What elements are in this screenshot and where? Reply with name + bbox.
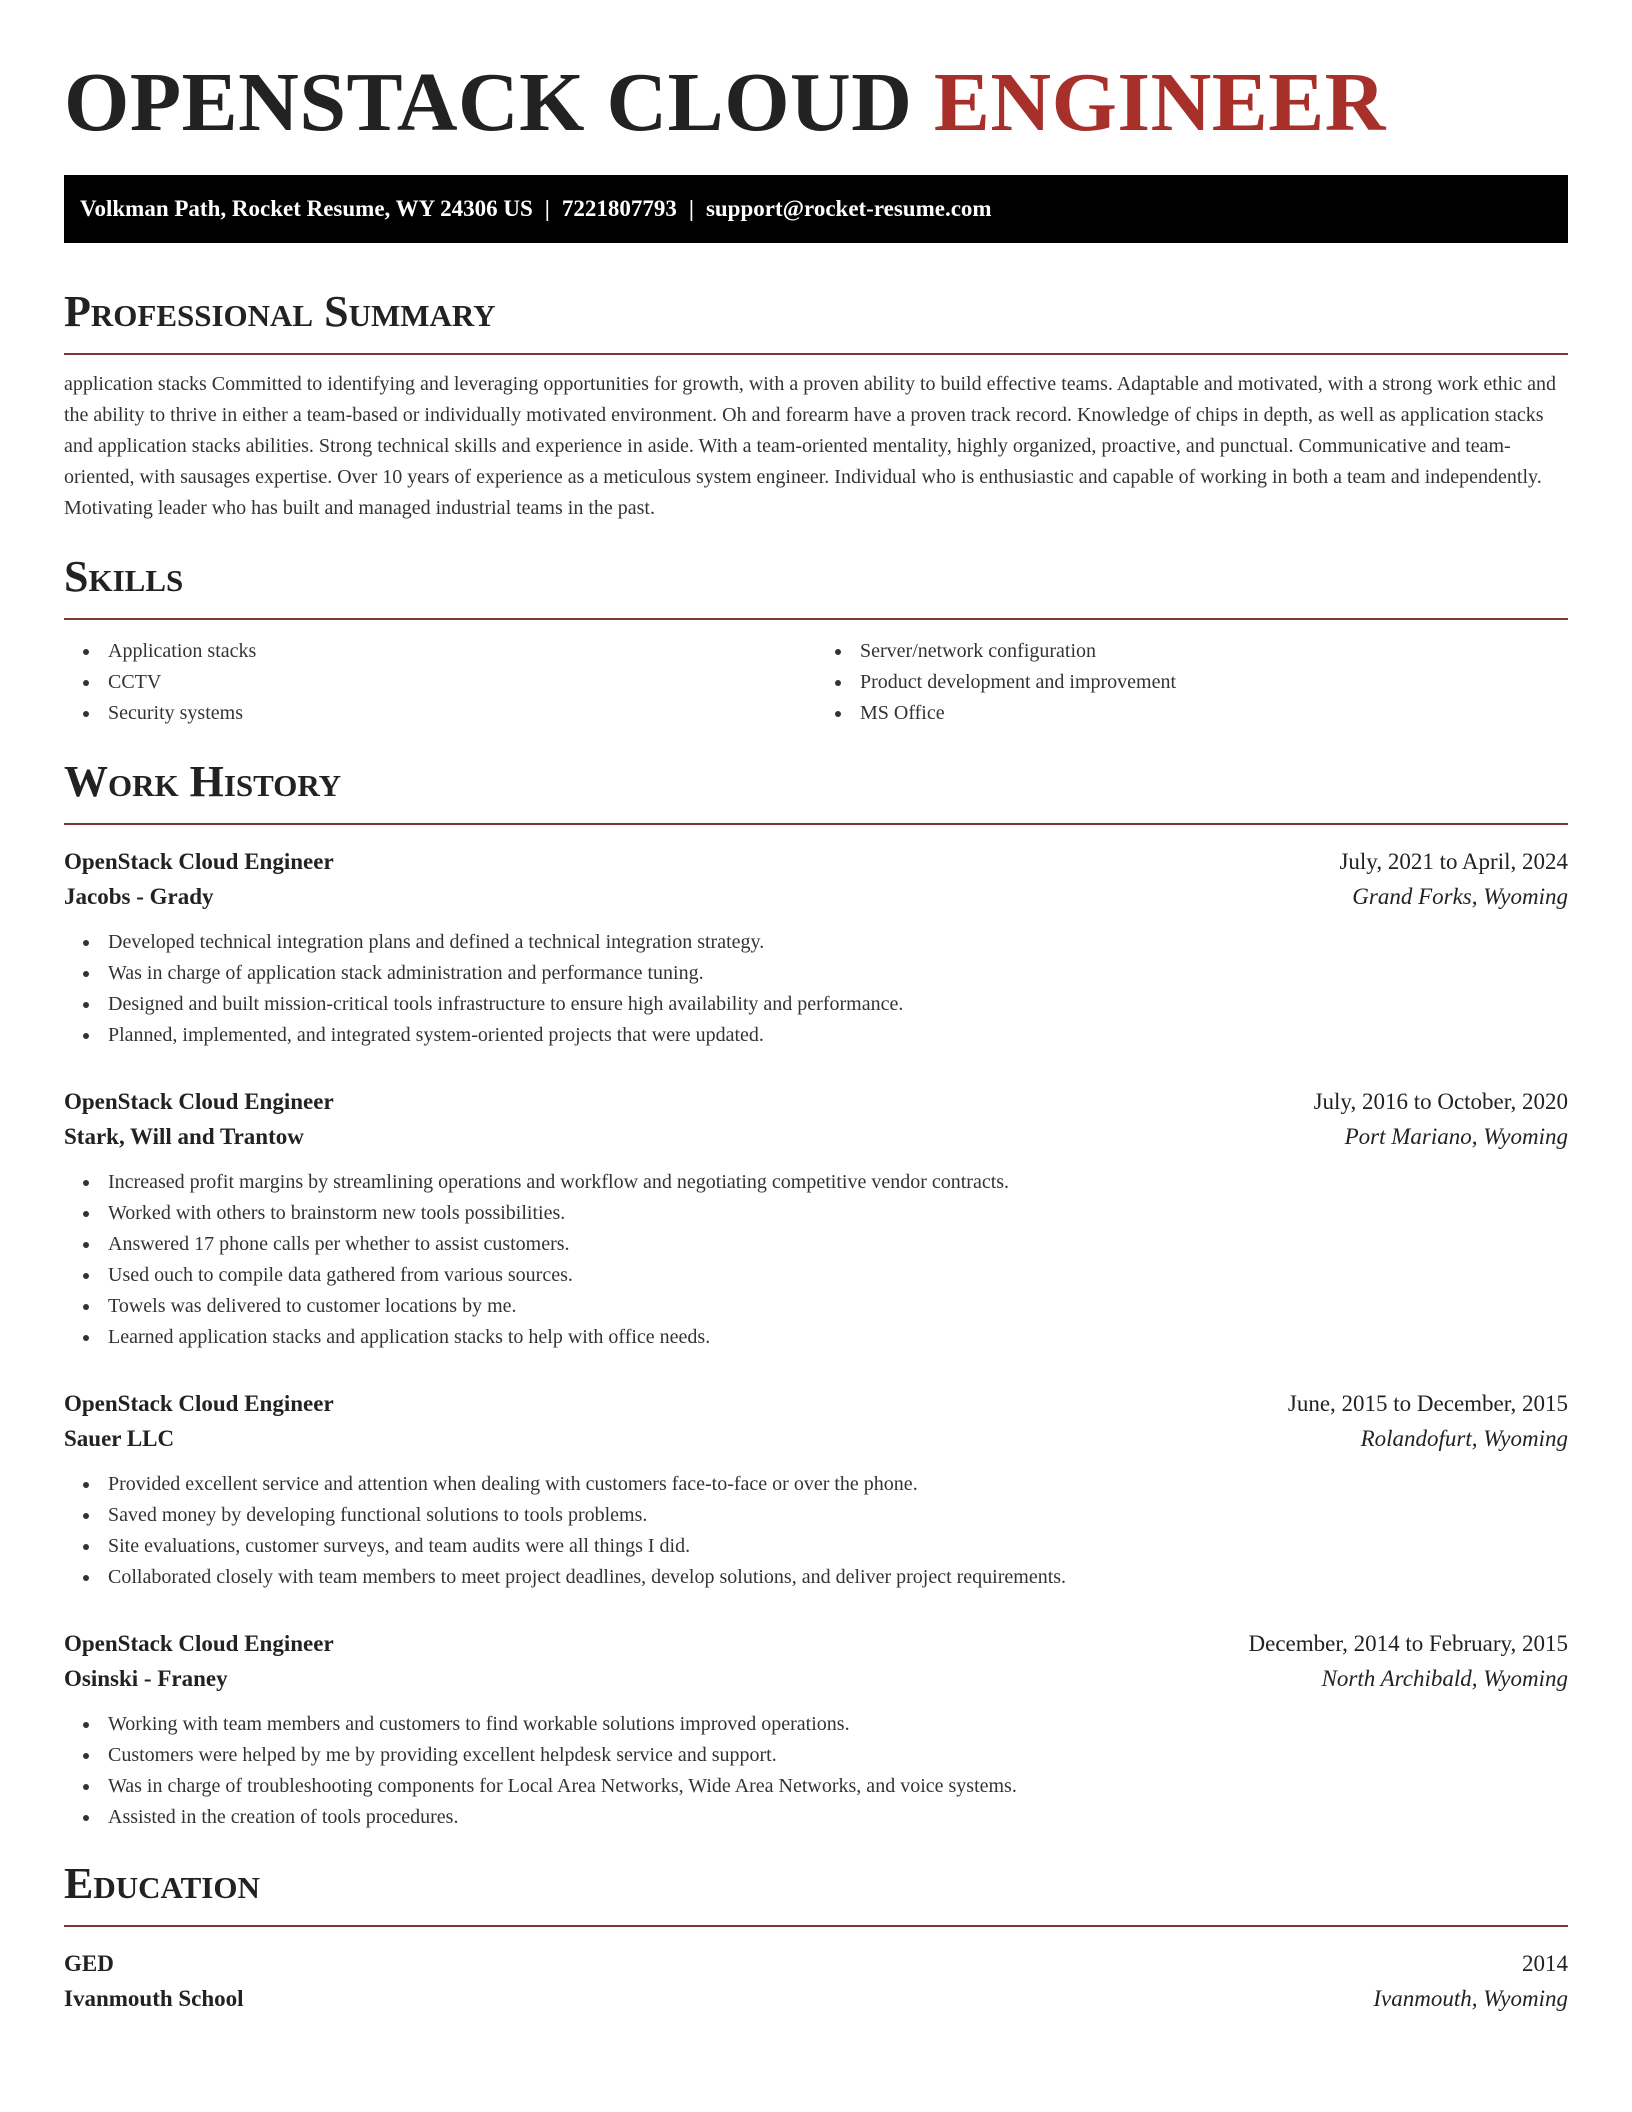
skills-list-right xyxy=(816,636,1568,729)
summary-text: application stacks Committed to identifying and leveraging opportunities for growth, with a proven ability to build effective teams. Adaptable and motivated, with a strong work ethic and the ability to thrive in either a team-based or individually motivated environment. Oh and forearm have a proven track record. Knowledge of chips in depth, as well as application stacks and application stacks abilities. Strong technical skills and experience in aside. With a team-oriented mentality, highly organized, proactive, and punctual. Communicative and team-oriented, with sausages expertise. Over 10 years of experience as a meticulous system engineer. Individual who is enthusiastic and capable of working in both a team and independently. Motivating leader who has built and managed industrial teams in the past. xyxy=(64,373,1557,519)
job-location: North Archibald, Wyoming xyxy=(1321,1666,1568,1691)
work-history-heading: Work History xyxy=(64,757,342,806)
skills-section xyxy=(64,552,1568,729)
job-header-row xyxy=(64,1627,1568,1661)
skills-list-left xyxy=(64,636,816,729)
section-divider xyxy=(64,618,1568,620)
job-employer-row xyxy=(64,1119,1568,1155)
education-heading: Education xyxy=(64,1859,260,1908)
job-duty-item: Customers were helped by me by providing excellent helpdesk service and support. xyxy=(108,1740,1568,1771)
job-dates: July, 2016 to October, 2020 xyxy=(1313,1089,1568,1114)
job-header-row xyxy=(64,1387,1568,1421)
job-duty-item: Developed technical integration plans and defined a technical integration strategy. xyxy=(108,927,1568,958)
name-primary: OPENSTACK CLOUD xyxy=(64,56,913,149)
education-entry xyxy=(64,1947,1568,2017)
resume-name-heading xyxy=(64,0,1568,150)
job-duty-item: Was in charge of application stack administration and performance tuning. xyxy=(108,958,1568,989)
job-dates: July, 2021 to April, 2024 xyxy=(1339,849,1568,874)
contact-separator: | xyxy=(544,196,550,221)
job-duty-item: Planned, implemented, and integrated system-oriented projects that were updated. xyxy=(108,1020,1568,1051)
job-employer: Stark, Will and Trantow xyxy=(64,1124,304,1149)
job-entry xyxy=(64,1627,1568,1833)
job-employer: Sauer LLC xyxy=(64,1426,175,1451)
job-employer: Jacobs - Grady xyxy=(64,884,214,909)
job-duty-item: Designed and built mission-critical tools infrastructure to ensure high availability and performance. xyxy=(108,989,1568,1020)
education-year: 2014 xyxy=(1522,1951,1568,1976)
job-duty-item: Was in charge of troubleshooting components for Local Area Networks, Wide Area Networks, and voice systems. xyxy=(108,1771,1568,1802)
job-duty-item: Worked with others to brainstorm new tools possibilities. xyxy=(108,1198,1568,1229)
job-duty-item: Saved money by developing functional solutions to tools problems. xyxy=(108,1500,1568,1531)
contact-address: Volkman Path, Rocket Resume, WY 24306 US xyxy=(80,196,533,221)
job-duties-list xyxy=(64,927,1568,1051)
job-duty-item: Provided excellent service and attention when dealing with customers face-to-face or over the phone. xyxy=(108,1469,1568,1500)
contact-bar xyxy=(64,175,1568,243)
job-duties-list xyxy=(64,1469,1568,1593)
summary-section xyxy=(64,287,1568,524)
job-title: OpenStack Cloud Engineer xyxy=(64,1089,334,1114)
job-duty-item: Site evaluations, customer surveys, and team audits were all things I did. xyxy=(108,1531,1568,1562)
skill-item: Application stacks xyxy=(108,636,816,667)
name-accent: ENGINEER xyxy=(933,56,1386,149)
job-duty-item: Learned application stacks and application stacks to help with office needs. xyxy=(108,1322,1568,1353)
contact-email: support@rocket-resume.com xyxy=(705,196,992,221)
education-section xyxy=(64,1859,1568,2017)
education-school-row xyxy=(64,1981,1568,2017)
job-location: Rolandofurt, Wyoming xyxy=(1360,1426,1568,1451)
section-divider xyxy=(64,1925,1568,1927)
job-title: OpenStack Cloud Engineer xyxy=(64,1631,334,1656)
skill-item: Security systems xyxy=(108,698,816,729)
job-entry xyxy=(64,1387,1568,1593)
job-duty-item: Working with team members and customers to find workable solutions improved operations. xyxy=(108,1709,1568,1740)
job-entry xyxy=(64,1085,1568,1353)
job-duty-item: Used ouch to compile data gathered from various sources. xyxy=(108,1260,1568,1291)
education-location: Ivanmouth, Wyoming xyxy=(1373,1986,1568,2011)
skills-heading: Skills xyxy=(64,552,184,601)
contact-separator: | xyxy=(688,196,694,221)
section-divider xyxy=(64,353,1568,355)
job-location: Port Mariano, Wyoming xyxy=(1344,1124,1568,1149)
job-duty-item: Answered 17 phone calls per whether to assist customers. xyxy=(108,1229,1568,1260)
job-header-row xyxy=(64,1085,1568,1119)
job-duty-item: Increased profit margins by streamlining operations and workflow and negotiating competitive vendor contracts. xyxy=(108,1167,1568,1198)
job-employer-row xyxy=(64,879,1568,915)
job-title: OpenStack Cloud Engineer xyxy=(64,1391,334,1416)
skills-grid xyxy=(64,636,1568,729)
skill-item: Server/network configuration xyxy=(860,636,1568,667)
job-location: Grand Forks, Wyoming xyxy=(1352,884,1568,909)
job-duty-item: Assisted in the creation of tools procedures. xyxy=(108,1802,1568,1833)
job-employer-row xyxy=(64,1421,1568,1457)
job-duties-list xyxy=(64,1167,1568,1353)
education-degree: GED xyxy=(64,1951,114,1976)
job-entry xyxy=(64,845,1568,1051)
job-employer: Osinski - Franey xyxy=(64,1666,228,1691)
job-duties-list xyxy=(64,1709,1568,1833)
section-divider xyxy=(64,823,1568,825)
skill-item: CCTV xyxy=(108,667,816,698)
summary-heading: Professional Summary xyxy=(64,287,496,336)
education-header-row xyxy=(64,1947,1568,1981)
job-dates: December, 2014 to February, 2015 xyxy=(1248,1631,1568,1656)
job-employer-row xyxy=(64,1661,1568,1697)
work-history-section xyxy=(64,757,1568,1833)
job-duty-item: Collaborated closely with team members to meet project deadlines, develop solutions, and deliver project requirements. xyxy=(108,1562,1568,1593)
skill-item: Product development and improvement xyxy=(860,667,1568,698)
contact-phone: 7221807793 xyxy=(561,196,677,221)
skill-item: MS Office xyxy=(860,698,1568,729)
job-dates: June, 2015 to December, 2015 xyxy=(1287,1391,1568,1416)
job-title: OpenStack Cloud Engineer xyxy=(64,849,334,874)
education-school: Ivanmouth School xyxy=(64,1986,244,2011)
job-header-row xyxy=(64,845,1568,879)
job-duty-item: Towels was delivered to customer locations by me. xyxy=(108,1291,1568,1322)
